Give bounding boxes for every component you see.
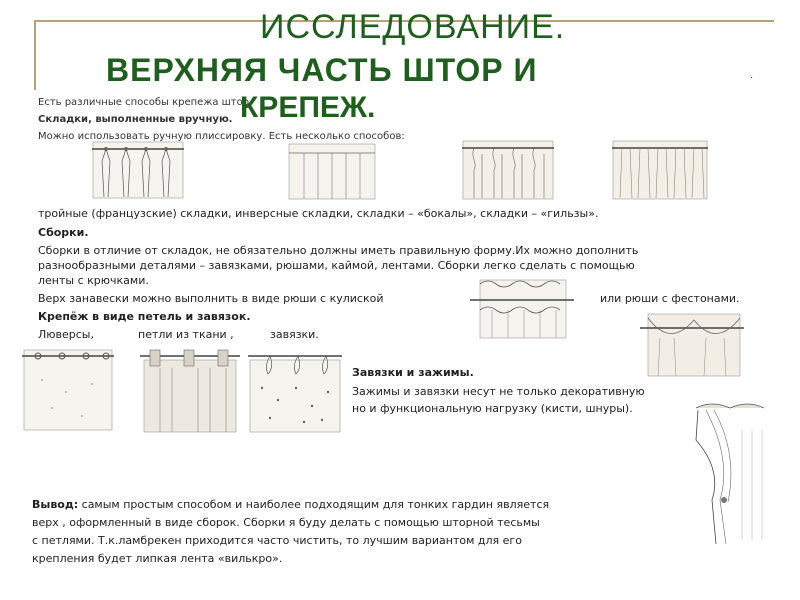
inverted-pleat-illustration: [288, 143, 376, 200]
conclusion-line4: крепления будет липкая лента «вилькро».: [32, 552, 283, 565]
label-grommets: Люверсы,: [38, 328, 94, 341]
ruffle-casing-text: Верх занавески можно выполнить в виде рюши с кулиской: [38, 292, 384, 305]
label-fabric-loops: петли из ткани ,: [138, 328, 234, 341]
conclusion-line1: [32, 498, 549, 512]
frame-left-line: [34, 20, 36, 90]
ties-clips-heading: Завязки и зажимы.: [352, 366, 474, 379]
ties-illustration: [248, 344, 342, 434]
conclusion-text-line1: самым простым способом и наиболее подходящим для тонких гардин является: [81, 498, 550, 511]
ruffle-casing-illustration: [468, 270, 576, 340]
gathers-para-line3: ленты с крючками.: [38, 274, 149, 287]
title-dot: .: [750, 70, 754, 81]
pleats-caption: тройные (французские) складки, инверсные складки, складки – «бокалы», складки – «гильзы».: [38, 207, 599, 220]
page-title-line1: ИССЛЕДОВАНИЕ.: [260, 8, 566, 46]
conclusion-line2: верх , оформленный в виде сборок. Сборки я буду делать с помощью шторной тесьмы: [32, 516, 540, 529]
ruffle-festoon-text: или рюши с фестонами.: [600, 292, 740, 305]
conclusion-line3: с петлями. Т.к.ламбрекен приходится часто чистить, то лучшим вариантом для его: [32, 534, 522, 547]
ties-clips-line1: Зажимы и завязки несут не только декоративную: [352, 385, 645, 398]
page-title-line2: ВЕРХНЯЯ ЧАСТЬ ШТОР И: [106, 52, 538, 88]
tabs-heading: Крепёж в виде петель и завязок.: [38, 310, 251, 323]
intro-line3: Можно использовать ручную плиссировку. Есть несколько способов:: [38, 131, 405, 142]
grommets-illustration: [22, 344, 114, 432]
gathers-heading: Сборки.: [38, 226, 89, 239]
page-title-line3: КРЕПЕЖ.: [240, 91, 376, 124]
gathers-para-line2: разнообразными деталями – завязками, рюшами, каймой, лентами. Сборки легко сделать с помощью: [38, 259, 635, 272]
goblet-pleat-illustration: [462, 140, 554, 200]
conclusion-label: Вывод:: [32, 498, 79, 511]
tieback-curtain-illustration: [692, 400, 768, 546]
pencil-pleat-illustration: [612, 140, 708, 200]
intro-line1: Есть различные способы крепежа штор.: [38, 97, 253, 108]
fabric-loops-illustration: [140, 344, 240, 434]
label-ties: завязки.: [270, 328, 319, 341]
ties-clips-line2: но и функциональную нагрузку (кисти, шнуры).: [352, 402, 633, 415]
gathers-para-line1: Сборки в отличие от складок, не обязательно должны иметь правильную форму.Их можно дополнить: [38, 244, 639, 257]
ruffle-festoon-illustration: [640, 308, 744, 378]
triple-pleat-illustration: [92, 141, 184, 199]
intro-line2: Складки, выполненные вручную.: [38, 114, 233, 125]
